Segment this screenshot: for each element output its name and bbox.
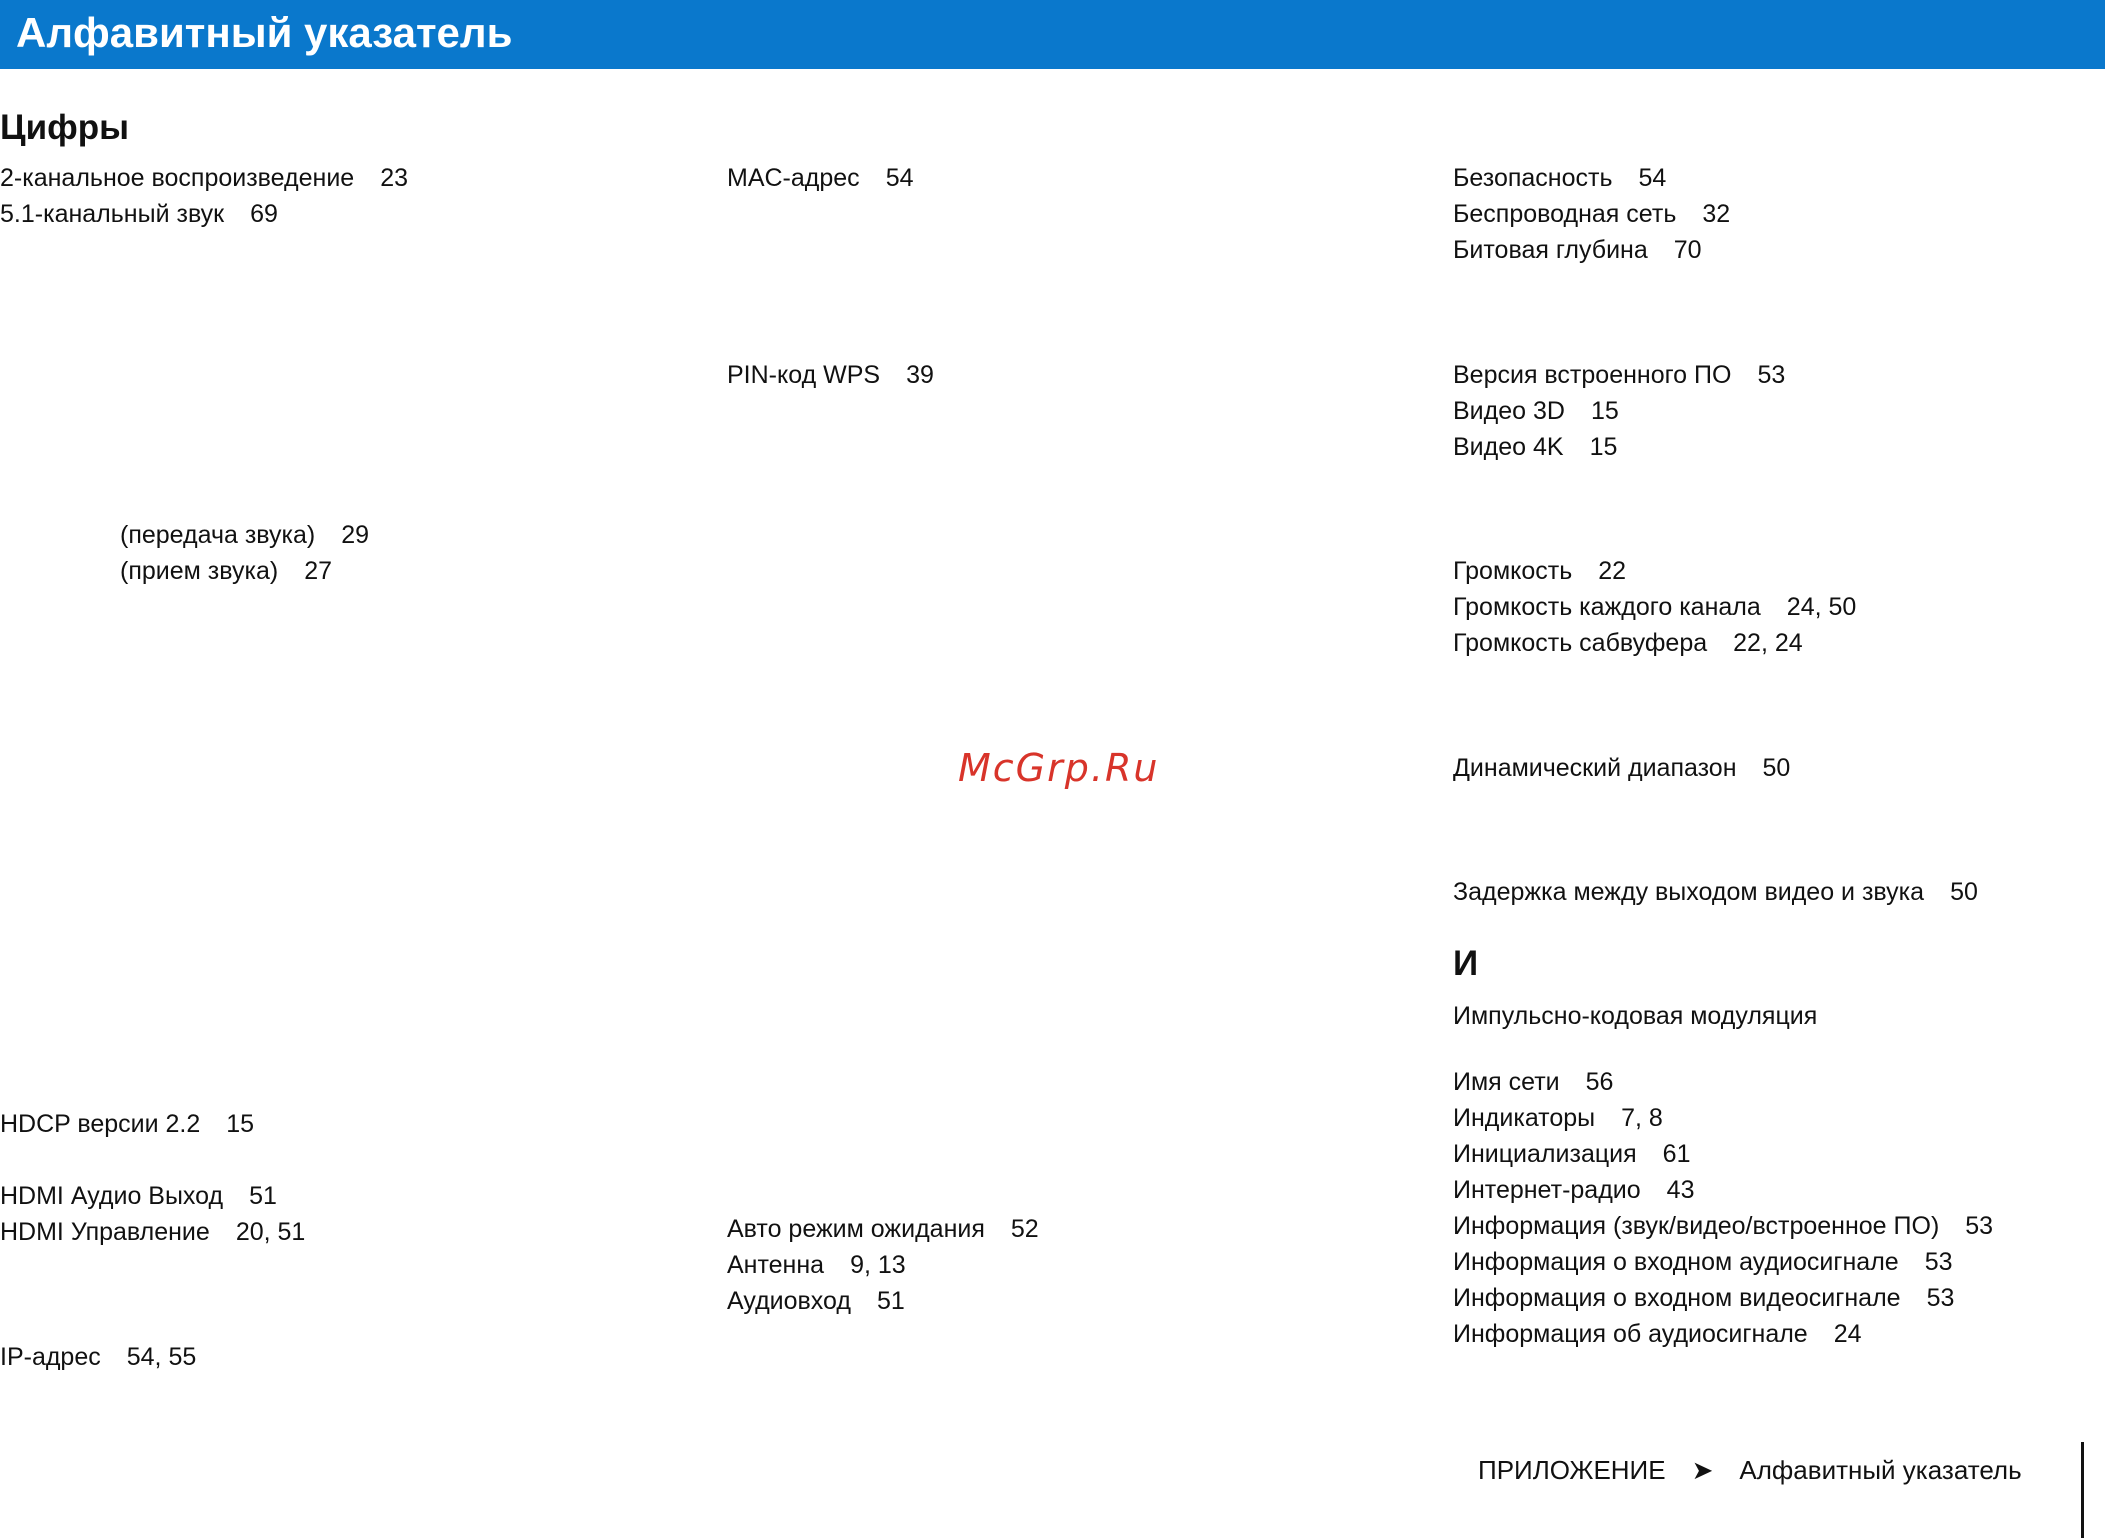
index-entry bbox=[1453, 589, 1856, 625]
page-footer bbox=[1478, 1452, 2022, 1488]
entry-pages: 20, 51 bbox=[235, 1218, 306, 1246]
section-heading-i: И bbox=[1453, 944, 1479, 983]
entry-pages: 23 bbox=[380, 164, 409, 192]
arrow-right-icon: ➤ bbox=[1691, 1455, 1714, 1485]
footer-section-label: ПРИЛОЖЕНИЕ bbox=[1478, 1455, 1666, 1485]
index-entry bbox=[1453, 429, 1617, 465]
entry-term: HDMI Управление bbox=[0, 1218, 210, 1246]
entry-pages: 43 bbox=[1666, 1176, 1695, 1204]
index-entry bbox=[0, 1178, 277, 1214]
entry-pages: 52 bbox=[1010, 1215, 1039, 1243]
entry-term: 2-канальное воспроизведение bbox=[0, 164, 355, 192]
entry-term: Инициализация bbox=[1453, 1140, 1637, 1168]
index-entry bbox=[1453, 1136, 1690, 1172]
entry-pages: 61 bbox=[1662, 1140, 1691, 1168]
entry-term: HDCP версии 2.2 bbox=[0, 1110, 201, 1138]
index-entry bbox=[727, 160, 914, 196]
index-entry bbox=[1453, 160, 1666, 196]
entry-term: Информация о входном видеосигнале bbox=[1453, 1284, 1901, 1312]
entry-term: Имя сети bbox=[1453, 1068, 1560, 1096]
page-title: Алфавитный указатель bbox=[16, 9, 513, 56]
index-entry bbox=[1453, 1208, 1993, 1244]
entry-term: Информация о входном аудиосигнале bbox=[1453, 1248, 1899, 1276]
entry-pages: 70 bbox=[1673, 236, 1702, 264]
entry-term: Аудиовход bbox=[727, 1287, 851, 1315]
entry-pages: 24, 50 bbox=[1786, 593, 1857, 621]
index-entry bbox=[1453, 553, 1626, 589]
footer-vertical-rule bbox=[2081, 1442, 2084, 1538]
entry-term: Задержка между выходом видео и звука bbox=[1453, 878, 1925, 906]
index-entry bbox=[1453, 1316, 1862, 1352]
entry-term: Информация об аудиосигнале bbox=[1453, 1320, 1808, 1348]
index-entry bbox=[120, 517, 369, 553]
entry-term: HDMI Аудио Выход bbox=[0, 1182, 224, 1210]
entry-term: Громкость сабвуфера bbox=[1453, 629, 1708, 657]
entry-pages: 22 bbox=[1598, 557, 1627, 585]
index-entry bbox=[1453, 998, 1817, 1034]
entry-pages: 53 bbox=[1965, 1212, 1994, 1240]
index-entry bbox=[1453, 1172, 1694, 1208]
index-entry bbox=[1453, 750, 1790, 786]
footer-page-title: Алфавитный указатель bbox=[1739, 1455, 2022, 1485]
entry-pages: 32 bbox=[1702, 200, 1731, 228]
index-entry bbox=[1453, 357, 1785, 393]
entry-pages: 56 bbox=[1585, 1068, 1614, 1096]
index-entry bbox=[1453, 1280, 1954, 1316]
index-entry bbox=[1453, 1244, 1953, 1280]
entry-term: 5.1-канальный звук bbox=[0, 200, 225, 228]
entry-term: (передача звука) bbox=[120, 521, 316, 549]
index-entry bbox=[1453, 196, 1730, 232]
index-entry bbox=[727, 1247, 906, 1283]
entry-term: (прием звука) bbox=[120, 557, 279, 585]
entry-term: Громкость каждого канала bbox=[1453, 593, 1761, 621]
entry-pages: 51 bbox=[876, 1287, 905, 1315]
entry-pages: 22, 24 bbox=[1733, 629, 1803, 657]
page-header-bar bbox=[0, 0, 2105, 69]
entry-pages: 24 bbox=[1833, 1320, 1862, 1348]
entry-pages: 50 bbox=[1950, 878, 1978, 906]
entry-term: Информация (звук/видео/встроенное ПО) bbox=[1453, 1212, 1940, 1240]
index-entry bbox=[1453, 232, 1702, 268]
entry-pages: 69 bbox=[250, 200, 278, 228]
index-entry bbox=[1453, 874, 1978, 910]
watermark-text: McGrp.Ru bbox=[958, 746, 1160, 790]
entry-pages: 53 bbox=[1926, 1284, 1955, 1312]
entry-term: Версия встроенного ПО bbox=[1453, 361, 1732, 389]
index-entry bbox=[727, 1283, 905, 1319]
entry-pages: 29 bbox=[341, 521, 370, 549]
entry-term: PIN-код WPS bbox=[727, 361, 881, 389]
index-entry bbox=[0, 1214, 305, 1250]
index-entry bbox=[0, 196, 278, 232]
entry-term: Антенна bbox=[727, 1251, 825, 1279]
entry-pages: 50 bbox=[1762, 754, 1791, 782]
entry-pages: 54 bbox=[1638, 164, 1667, 192]
entry-pages: 7, 8 bbox=[1621, 1104, 1663, 1132]
entry-term: Авто режим ожидания bbox=[727, 1215, 985, 1243]
entry-term: Интернет-радио bbox=[1453, 1176, 1641, 1204]
index-entry bbox=[0, 160, 408, 196]
index-entry bbox=[727, 1211, 1039, 1247]
entry-term: Индикаторы bbox=[1453, 1104, 1596, 1132]
entry-pages: 54 bbox=[885, 164, 914, 192]
entry-pages: 39 bbox=[906, 361, 934, 389]
index-entry bbox=[1453, 1100, 1663, 1136]
entry-term: Динамический диапазон bbox=[1453, 754, 1737, 782]
entry-term: MAC-адрес bbox=[727, 164, 860, 192]
entry-term: Битовая глубина bbox=[1453, 236, 1648, 264]
entry-pages: 51 bbox=[249, 1182, 277, 1210]
entry-pages: 53 bbox=[1924, 1248, 1953, 1276]
index-entry bbox=[0, 1339, 196, 1375]
entry-term: Видео 3D bbox=[1453, 397, 1565, 425]
entry-term: Видео 4K bbox=[1453, 433, 1564, 461]
entry-pages: 54, 55 bbox=[126, 1343, 197, 1371]
entry-pages: 9, 13 bbox=[850, 1251, 906, 1279]
entry-pages: 15 bbox=[226, 1110, 255, 1138]
section-heading-digits: Цифры bbox=[0, 108, 129, 147]
index-entry bbox=[1453, 1064, 1613, 1100]
entry-term: Беспроводная сеть bbox=[1453, 200, 1677, 228]
index-entry bbox=[1453, 393, 1619, 429]
index-entry bbox=[1453, 625, 1803, 661]
entry-term: IP-адрес bbox=[0, 1343, 101, 1371]
entry-term: Безопасность bbox=[1453, 164, 1613, 192]
entry-pages: 27 bbox=[304, 557, 332, 585]
entry-term: Громкость bbox=[1453, 557, 1573, 585]
entry-pages: 15 bbox=[1589, 433, 1618, 461]
index-entry bbox=[120, 553, 332, 589]
entry-pages: 15 bbox=[1590, 397, 1619, 425]
entry-pages: 53 bbox=[1757, 361, 1786, 389]
index-entry bbox=[0, 1106, 254, 1142]
index-entry bbox=[727, 357, 934, 393]
entry-term: Импульсно-кодовая модуляция bbox=[1453, 1002, 1818, 1030]
